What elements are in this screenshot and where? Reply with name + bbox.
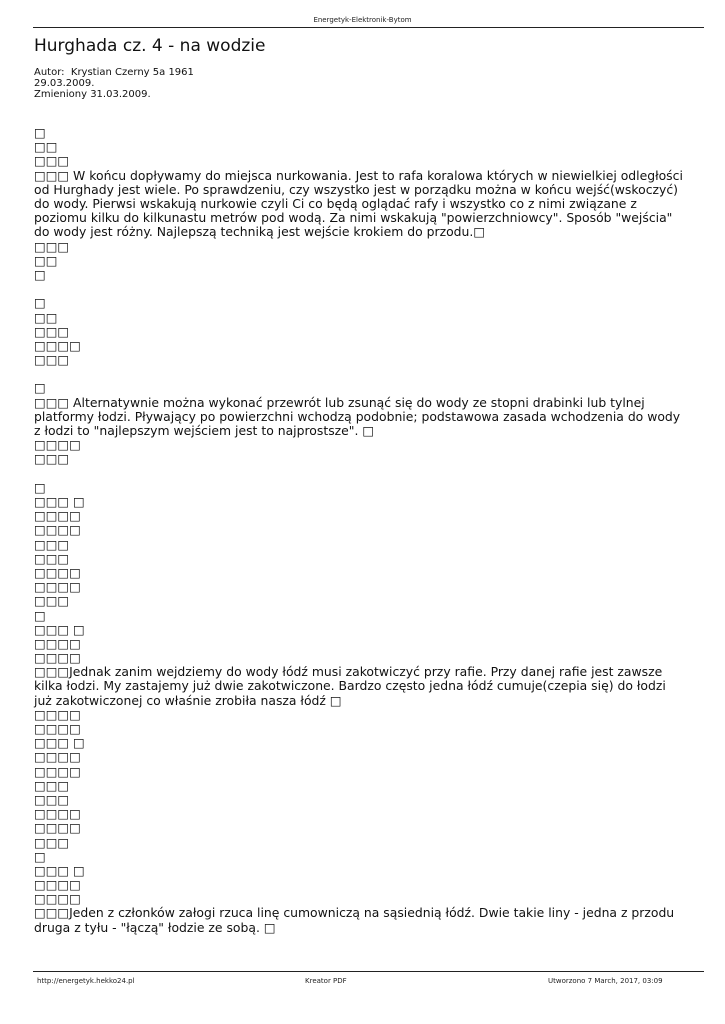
- glyph-line: □: [34, 381, 46, 396]
- glyph-line: □□□□: [34, 438, 81, 453]
- glyph-line: □□□□: [34, 636, 81, 651]
- glyph-line: □: [34, 849, 46, 864]
- glyph-line: □□□ □: [34, 736, 85, 751]
- body-paragraph: □□□Jednak zanim wejdziemy do wody łódź musi zakotwiczyć przy rafie. Przy danej rafie jest zawsze kilka łodzi. My zastajemy już dwie zakotwiczone. Bardzo często jedna łódź cumuje(czepia się) do łodzi już zakotwiczonej co właśnie zrobiła nasza łódź □: [34, 664, 666, 708]
- glyph-line: □□□□: [34, 707, 81, 722]
- body-paragraph: □□□ W końcu dopływamy do miejsca nurkowania. Jest to rafa koralowa których w niewielkiej odległości od Hurghady jest wiele. Po sprawdzeniu, czy wszystko jest w porządku można w końcu wejść(wskoczyć) do wody. Pierwsi wskakują nurkowie czyli Ci co będą oglądać rafy i wszystko co z nimi związane z poziomu kilku do kilkunastu metrów pod wodą. Za nimi wskakują "powierzchniowcy". Sposób "wejścia" do wody jest różny. Najlepszą techniką jest wejście krokiem do przodu.□: [34, 167, 683, 240]
- footer-url: http://energetyk.hekko24.pl: [37, 977, 135, 985]
- glyph-line: □□□: [34, 835, 70, 850]
- glyph-line: □□□□: [34, 764, 81, 779]
- created-date: 29.03.2009.: [34, 78, 95, 89]
- blank-line: [34, 367, 684, 381]
- glyph-line: □□□□: [34, 523, 81, 538]
- glyph-line: □: [34, 267, 46, 282]
- glyph-line: □: [34, 608, 46, 623]
- glyph-line: □□□□: [34, 750, 81, 765]
- glyph-line: □□□: [34, 239, 70, 254]
- glyph-line: □: [34, 296, 46, 311]
- blank-line: [34, 467, 684, 481]
- glyph-line: □□□□: [34, 338, 81, 353]
- glyph-line: □□□□: [34, 509, 81, 524]
- author-line: Autor: Krystian Czerny 5a 1961: [34, 67, 194, 78]
- glyph-line: □□□: [34, 154, 70, 169]
- glyph-line: □□□: [34, 778, 70, 793]
- body-paragraph: □□□Jeden z członków załogi rzuca linę cumowniczą na sąsiednią łódź. Dwie takie liny - jedna z przodu druga z tyłu - "łączą" łodzie ze sobą. □: [34, 905, 675, 935]
- glyph-line: □□□□: [34, 821, 81, 836]
- glyph-line: □□□□: [34, 722, 81, 737]
- glyph-line: □□□□: [34, 651, 81, 666]
- glyph-line: □□□ □: [34, 863, 85, 878]
- glyph-line: □□: [34, 140, 58, 155]
- glyph-line: □□□: [34, 792, 70, 807]
- glyph-line: □□□□: [34, 892, 81, 907]
- header-rule: [33, 27, 704, 28]
- article-meta: [34, 67, 194, 100]
- blank-line: [34, 282, 684, 296]
- glyph-line: □□□□: [34, 807, 81, 822]
- glyph-line: □□□: [34, 594, 70, 609]
- article-title: Hurghada cz. 4 - na wodzie: [34, 36, 266, 56]
- glyph-line: □□□: [34, 353, 70, 368]
- glyph-line: □: [34, 480, 46, 495]
- glyph-line: □□□□: [34, 565, 81, 580]
- modified-date: Zmieniony 31.03.2009.: [34, 89, 151, 100]
- footer-created: Utworzono 7 March, 2017, 03:09: [548, 977, 663, 985]
- footer-rule: [33, 971, 704, 972]
- glyph-line: □□□: [34, 551, 70, 566]
- glyph-line: □□□: [34, 537, 70, 552]
- glyph-line: □□□: [34, 452, 70, 467]
- page-header-site: Energetyk-Elektronik-Bytom: [313, 16, 412, 24]
- glyph-line: □□: [34, 310, 58, 325]
- body-paragraph: □□□ Alternatywnie można wykonać przewrót lub zsunąć się do wody ze stopni drabinki lub tylnej platformy łodzi. Pływający po powierzchni wchodzą podobnie; podstawowa zasada wchodzenia do wody z łodzi to "najlepszym wejściem jest to najprostsze". □: [34, 394, 681, 439]
- glyph-line: □□□□: [34, 580, 81, 595]
- glyph-line: □□□ □: [34, 622, 85, 637]
- glyph-line: □□□□: [34, 878, 81, 893]
- glyph-line: □□: [34, 253, 58, 268]
- glyph-line: □□□: [34, 324, 70, 339]
- glyph-line: □: [34, 126, 46, 140]
- footer-generator: Kreator PDF: [305, 977, 347, 985]
- article-body: [34, 126, 684, 935]
- glyph-line: □□□ □: [34, 495, 85, 509]
